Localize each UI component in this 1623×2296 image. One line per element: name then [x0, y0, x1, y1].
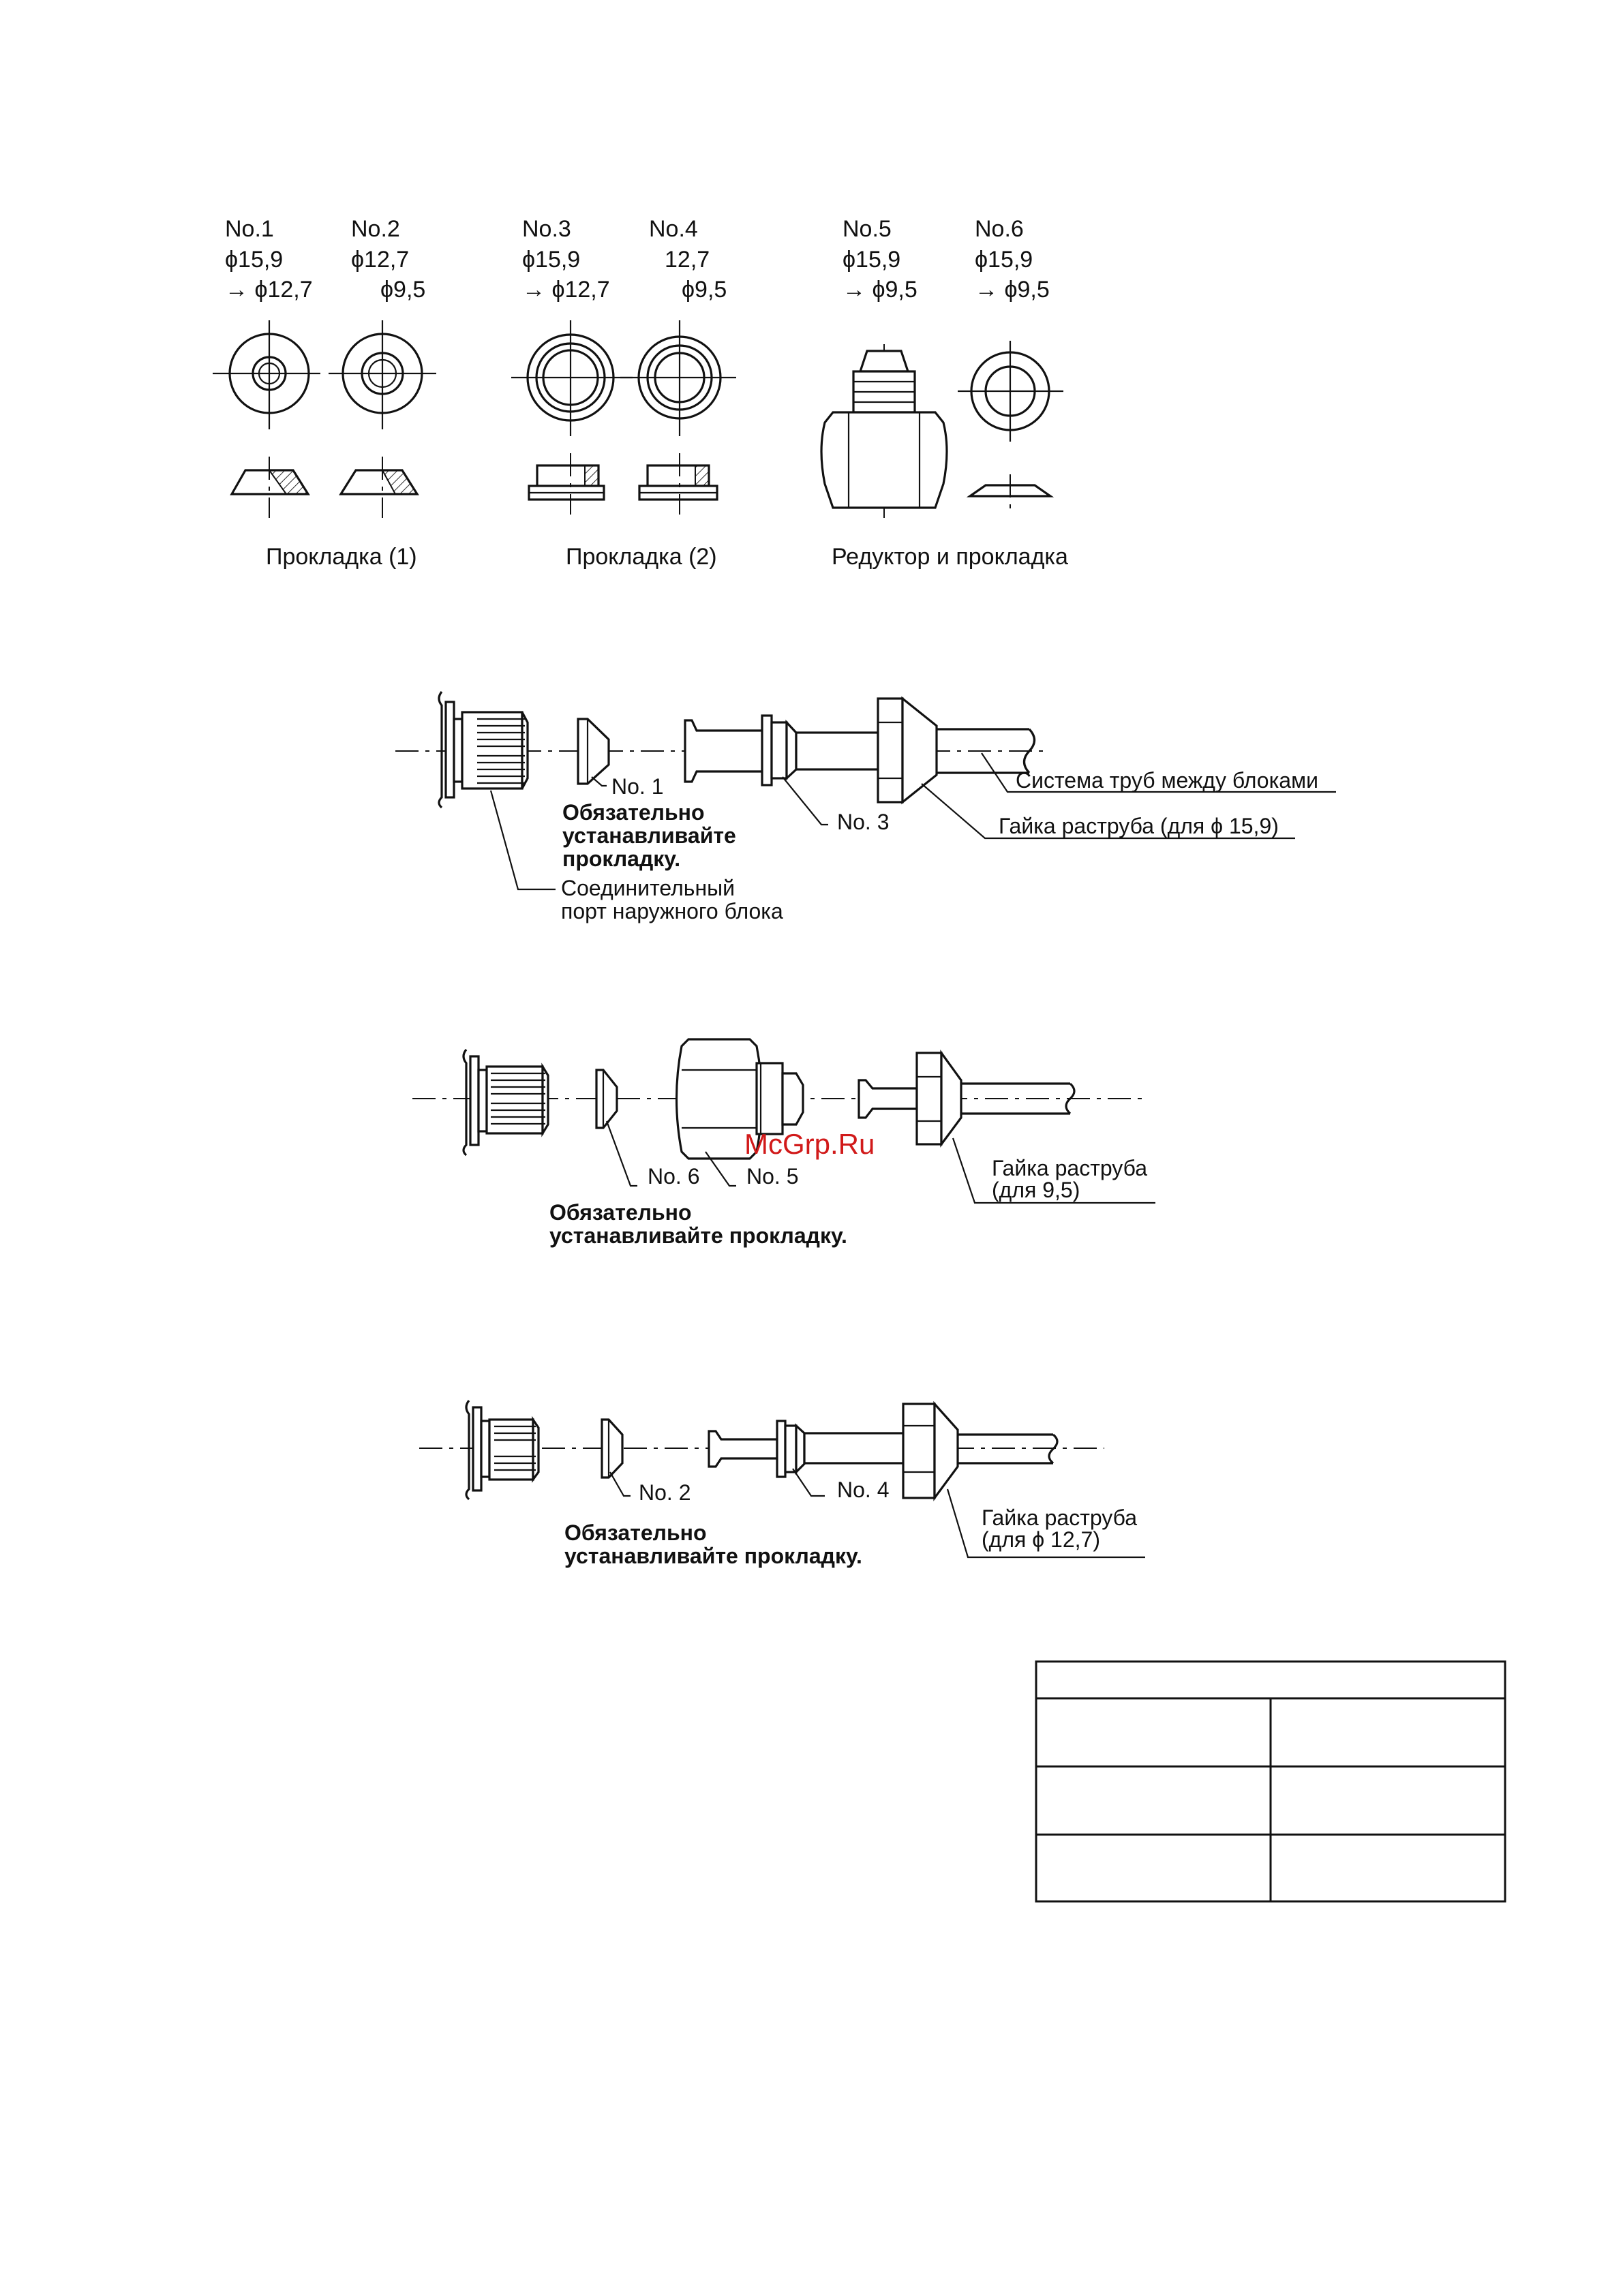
assembly-1 — [395, 692, 1336, 923]
part-label-2 — [351, 216, 425, 303]
label-no2: No. 2 — [639, 1480, 691, 1505]
reducer-no4-side — [709, 1421, 907, 1477]
note-1-line1: Обязательно — [562, 800, 705, 825]
label-flare-nut-12-7-line2: (для ϕ 12,7) — [982, 1527, 1100, 1552]
flare-nut-12-7 — [903, 1404, 958, 1498]
label-no6: No. 6 — [648, 1164, 700, 1189]
part-label-4 — [649, 216, 727, 303]
label-flare-nut-9-5-line2: (для 9,5) — [992, 1178, 1080, 1202]
part-5-to: → ϕ9,5 — [843, 277, 917, 303]
part-6-no: No.6 — [975, 216, 1024, 242]
label-port-line2: порт наружного блока — [561, 899, 783, 923]
part-1-to: → ϕ12,7 — [225, 277, 313, 303]
group-label-gasket-1: Прокладка (1) — [266, 544, 417, 570]
reducer-no5 — [821, 344, 947, 518]
gasket-no6-side — [596, 1070, 617, 1128]
gasket-no1 — [213, 320, 320, 518]
part-2-size: ϕ12,7 — [351, 247, 410, 273]
part-label-3 — [522, 216, 610, 303]
gasket-no3 — [511, 320, 633, 515]
flare-nut-15-9 — [878, 699, 937, 802]
group-label-gasket-2: Прокладка (2) — [566, 544, 717, 570]
label-flare-nut-12-7-line1: Гайка раструба — [982, 1505, 1138, 1530]
label-no5: No. 5 — [746, 1164, 799, 1189]
gasket-no1-side — [578, 719, 609, 784]
label-no4: No. 4 — [837, 1478, 890, 1502]
part-2-no: No.2 — [351, 216, 400, 242]
part-label-1 — [225, 216, 313, 303]
group-label-reducer: Редуктор и прокладка — [832, 544, 1068, 570]
part-label-6 — [975, 216, 1050, 303]
note-1-line2: устанавливайте — [562, 823, 736, 848]
gasket-no6 — [958, 341, 1063, 508]
assembly-3 — [419, 1400, 1145, 1568]
gasket-no2-side — [602, 1420, 622, 1478]
part-4-to: ϕ9,5 — [682, 277, 727, 303]
empty-table — [1036, 1662, 1505, 1901]
parts-catalogue — [213, 216, 1068, 570]
note-3-line1: Обязательно — [564, 1520, 707, 1545]
note-1-line3: прокладку. — [562, 846, 681, 871]
outdoor-port-3 — [466, 1400, 539, 1499]
outdoor-port-1 — [439, 692, 528, 808]
reducer-no3-side — [685, 716, 878, 785]
part-1-size: ϕ15,9 — [225, 247, 284, 273]
label-no1: No. 1 — [611, 774, 664, 799]
reducer-pipe-2 — [859, 1080, 917, 1118]
note-3-line2: устанавливайте прокладку. — [564, 1544, 862, 1568]
gasket-no4 — [620, 320, 736, 515]
part-5-no: No.5 — [843, 216, 892, 242]
gasket-no2 — [329, 320, 436, 518]
label-no3: No. 3 — [837, 810, 890, 834]
part-4-size: 12,7 — [665, 247, 710, 273]
watermark: McGrp.Ru — [744, 1128, 875, 1160]
part-2-to: ϕ9,5 — [380, 277, 426, 303]
part-5-size: ϕ15,9 — [843, 247, 901, 273]
flare-nut-9-5 — [917, 1053, 961, 1144]
part-label-5 — [843, 216, 917, 303]
label-flare-nut-15-9: Гайка раструба (для ϕ 15,9) — [999, 814, 1279, 838]
note-2-line1: Обязательно — [549, 1200, 692, 1225]
label-flare-nut-9-5-line1: Гайка раструба — [992, 1156, 1148, 1180]
part-3-size: ϕ15,9 — [522, 247, 581, 273]
part-6-size: ϕ15,9 — [975, 247, 1033, 273]
part-1-no: No.1 — [225, 216, 274, 242]
outdoor-port-2 — [464, 1050, 548, 1155]
label-port-line1: Соединительный — [561, 876, 735, 900]
note-2-line2: устанавливайте прокладку. — [549, 1223, 847, 1248]
part-3-to: → ϕ12,7 — [522, 277, 610, 303]
label-pipe-system: Система труб между блоками — [1016, 768, 1318, 793]
part-6-to: → ϕ9,5 — [975, 277, 1050, 303]
part-4-no: No.4 — [649, 216, 698, 242]
part-3-no: No.3 — [522, 216, 571, 242]
